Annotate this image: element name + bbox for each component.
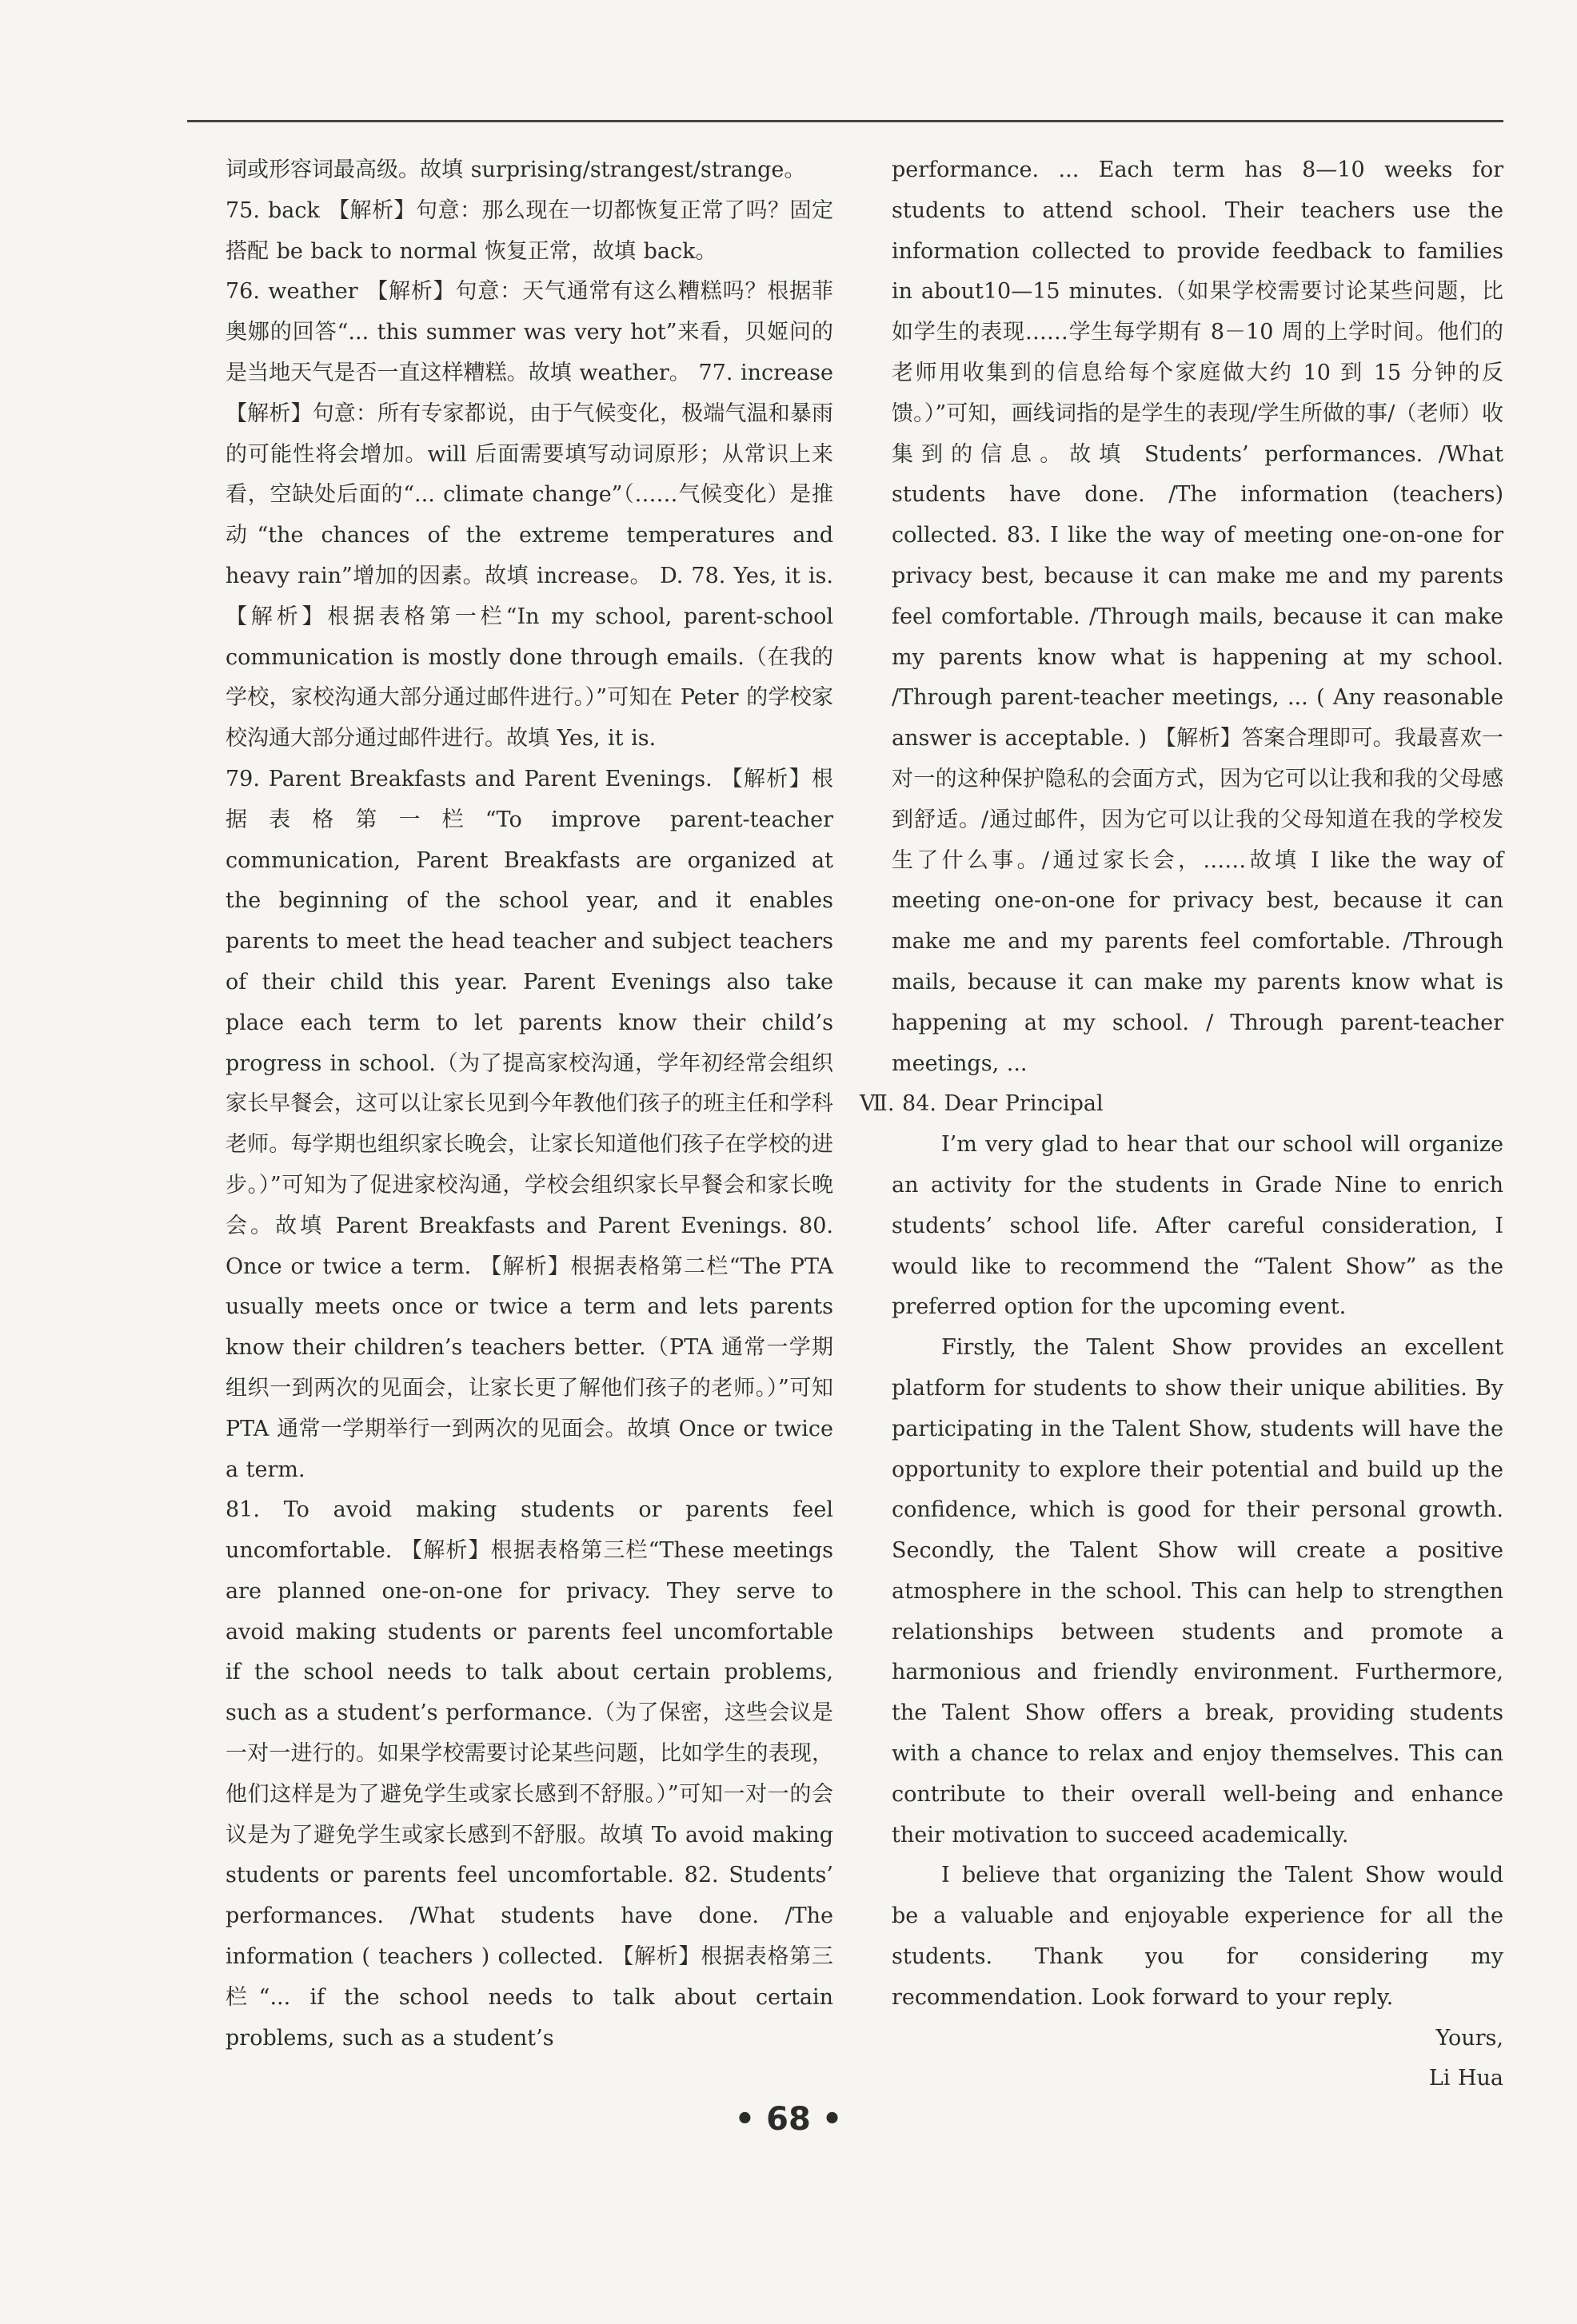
- essay-signature: Li Hua: [1428, 2066, 1503, 2091]
- essay-heading: Ⅶ. 84. Dear Principal: [860, 1091, 1104, 1117]
- page-number: • 68 •: [734, 2101, 843, 2138]
- right-column: [860, 150, 1503, 2099]
- essay-closing: Yours,: [1435, 2025, 1503, 2051]
- answer-79-80: 79. Parent Breakfasts and Parent Evenings. 【解析】根据表格第一栏“To improve parent-teacher communication, Parent Breakfasts are organized at the beginning of the school year, and it enables parents to meet the head teacher and subject teachers of their child this year. Parent Evenings also take place each term to let parents know their child’s progress in school.（为了提高家校沟通，学年初经常会组织家长早餐会，这可以让家长见到今年教他们孩子的班主任和学科老师。每学期也组织家长晚会，让家长知道他们孩子在学校的进步。）”可知为了促进家校沟通，学校会组织家长早餐会和家长晚会。故填 Parent Breakfasts and Parent Evenings. 80. Once or twice a term. 【解析】根据表格第二栏“The PTA usually meets once or twice a term and lets parents know their children’s teachers better.（PTA 通常一学期组织一到两次的见面会，让家长更了解他们孩子的老师。）”可知 PTA 通常一学期举行一到两次的见面会。故填 Once or twice a term.: [226, 766, 833, 1482]
- answer-74-tail: 词或形容词最高级。故填 surprising/strangest/strange。: [226, 157, 806, 182]
- answer-82-83: performance. ... Each term has 8—10 weeks for students to attend school. Their teachers use the information collected to provide feedback to families in about10—15 minutes.（如果学校需要讨论某些问题，比如学生的表现……学生每学期有 8－10 周的上学时间。他们的老师用收集到的信息给每个家庭做大约 10 到 15 分钟的反馈。）”可知，画线词指的是学生的表现/学生所做的事/（老师）收集到的信息。故填 Students’ performances. /What students have done. /The information (teachers) collected. 83. I like the way of meeting one-on-one for privacy best, because it can make me and my parents feel comfortable. /Through mails, because it can make my parents know what is happening at my school. /Through parent-teacher meetings, ... ( Any reasonable answer is acceptable. ) 【解析】答案合理即可。我最喜欢一对一的这种保护隐私的会面方式，因为它可以让我和我的父母感到舒适。/通过邮件，因为它可以让我的父母知道在我的学校发生了什么事。/通过家长会，……故填 I like the way of meeting one-on-one for privacy best, because it can make me and my parents feel comfortable. /Through mails, because it can make my parents know what is happening at my school. / Through parent-teacher meetings, ...: [892, 157, 1503, 1076]
- answer-75: 75. back 【解析】句意：那么现在一切都恢复正常了吗？固定搭配 be back to normal 恢复正常，故填 back。: [226, 197, 833, 264]
- answer-76-78: 76. weather 【解析】句意：天气通常有这么糟糕吗？根据菲奥娜的回答“... this summer was very hot”来看，贝姬问的是当地天气是否一直这样糟糕。故填 weather。 77. increase 【解析】句意：所有专家都说，由于气候变化，极端气温和暴雨的可能性将会增加。will 后面需要填写动词原形；从常识上来看，空缺处后面的“... climate change”（……气候变化）是推动“the chances of the extreme temperatures and heavy rain”增加的因素。故填 increase。 D. 78. Yes, it is. 【解析】根据表格第一栏“In my school, parent-school communication is mostly done through emails.（在我的学校，家校沟通大部分通过邮件进行。）”可知在 Peter 的学校家校沟通大部分通过邮件进行。故填 Yes, it is.: [226, 279, 833, 751]
- essay-paragraph: Firstly, the Talent Show provides an excellent platform for students to show their unique abilities. By participating in the Talent Show, students will have the opportunity to explore their potential and build up the confidence, which is good for their personal growth. Secondly, the Talent Show will create a positive atmosphere in the school. This can help to strengthen relationships between students and promote a harmonious and friendly environment. Furthermore, the Talent Show offers a break, providing students with a chance to relax and enjoy themselves. This can contribute to their overall well-being and enhance their motivation to succeed academically.: [892, 1335, 1503, 1848]
- header-rule: [187, 120, 1503, 122]
- essay-paragraph: I’m very glad to hear that our school will organize an activity for the students in Grade Nine to enrich students’ school life. After careful consideration, I would like to recommend the “Talent Show” as the preferred option for the upcoming event.: [892, 1132, 1503, 1320]
- left-column: [226, 150, 833, 2059]
- answer-81-82: 81. To avoid making students or parents feel uncomfortable. 【解析】根据表格第三栏“These meetings are planned one-on-one for privacy. They serve to avoid making students or parents feel uncomfortable if the school needs to talk about certain problems, such as a student’s performance.（为了保密，这些会议是一对一进行的。如果学校需要讨论某些问题，比如学生的表现，他们这样是为了避免学生或家长感到不舒服。）”可知一对一的会议是为了避免学生或家长感到不舒服。故填 To avoid making students or parents feel uncomfortable. 82. Students’ performances. /What students have done. /The information ( teachers ) collected. 【解析】根据表格第三栏“... if the school needs to talk about certain problems, such as a student’s: [226, 1497, 833, 2051]
- essay-paragraph: I believe that organizing the Talent Show would be a valuable and enjoyable experience for all the students. Thank you for considering my recommendation. Look forward to your reply.: [892, 1863, 1503, 2010]
